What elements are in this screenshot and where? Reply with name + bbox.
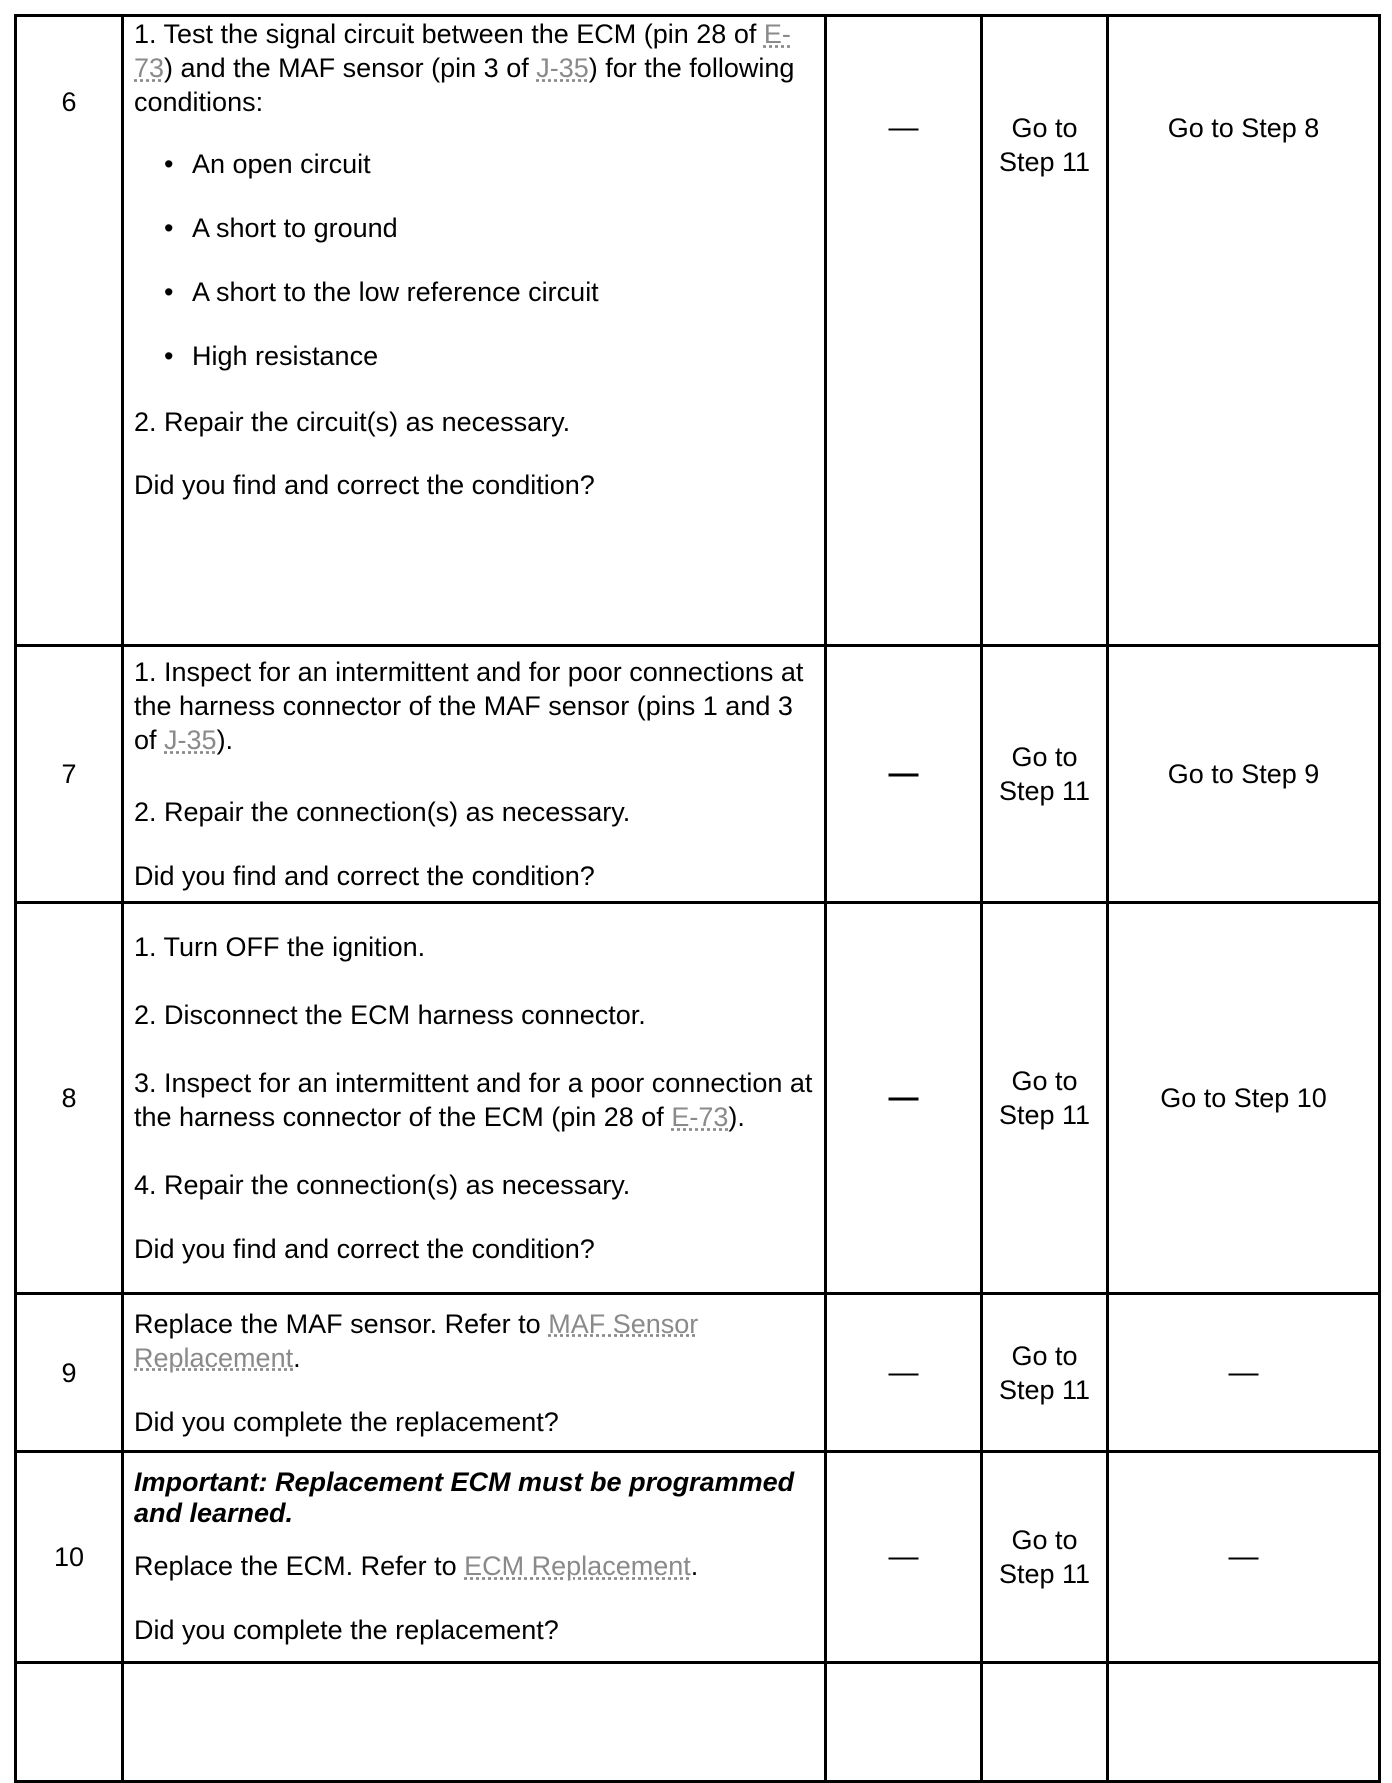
step-number: 10 xyxy=(16,1452,123,1663)
condition-list xyxy=(134,147,816,373)
table-row-empty xyxy=(16,1663,1380,1782)
yes-action: Go to Step 11 xyxy=(982,16,1108,646)
question: Did you find and correct the condition? xyxy=(134,861,595,891)
step-number: 9 xyxy=(16,1294,123,1452)
step-action xyxy=(123,903,826,1294)
yes-action: Go to Step 11 xyxy=(982,903,1108,1294)
value-cell: — xyxy=(826,16,982,646)
list-item: • A short to the low reference circuit xyxy=(164,275,816,309)
table-row-step-10 xyxy=(16,1452,1380,1663)
step-action xyxy=(123,646,826,903)
no-action: Go to Step 8 xyxy=(1108,16,1380,646)
empty-cell xyxy=(982,1663,1108,1782)
table-row-step-6 xyxy=(16,16,1380,646)
list-item: • A short to ground xyxy=(164,211,816,245)
table-row-step-9 xyxy=(16,1294,1380,1452)
step-number: 8 xyxy=(16,903,123,1294)
important-note: Important: Replacement ECM must be programmed and learned. xyxy=(134,1467,795,1528)
procedure-link-ecm-replacement[interactable]: ECM Replacement xyxy=(464,1551,691,1581)
action-line: Replace the ECM. Refer to ECM Replacement. xyxy=(134,1551,699,1581)
procedure-link-maf-sensor-replacement[interactable]: MAF Sensor Replacement xyxy=(134,1308,699,1373)
connector-link-e73[interactable]: E-73 xyxy=(671,1102,729,1132)
yes-action: Go to Step 11 xyxy=(982,1452,1108,1663)
list-item: • High resistance xyxy=(164,339,816,373)
yes-action: Go to Step 11 xyxy=(982,1294,1108,1452)
yes-action: Go to Step 11 xyxy=(982,646,1108,903)
connector-link-e73[interactable]: E-73 xyxy=(134,19,791,83)
empty-cell xyxy=(1108,1663,1380,1782)
table-row-step-8 xyxy=(16,903,1380,1294)
question: Did you find and correct the condition? xyxy=(134,470,595,500)
connector-link-j35[interactable]: J-35 xyxy=(164,725,217,755)
list-item: • An open circuit xyxy=(164,147,816,181)
action-line: 1. Inspect for an intermittent and for poor connections at the harness connector of the MAF sensor (pins 1 and 3 of J-35). xyxy=(134,657,804,755)
action-line: 2. Repair the circuit(s) as necessary. xyxy=(134,407,571,437)
empty-cell xyxy=(123,1663,826,1782)
table-row-step-7 xyxy=(16,646,1380,903)
no-action: Go to Step 9 xyxy=(1108,646,1380,903)
diagnostic-table xyxy=(14,14,1381,1783)
action-line: 4. Repair the connection(s) as necessary. xyxy=(134,1170,631,1200)
empty-cell xyxy=(826,1663,982,1782)
connector-link-j35[interactable]: J-35 xyxy=(536,53,589,83)
question: Did you find and correct the condition? xyxy=(134,1234,595,1264)
action-line: Replace the MAF sensor. Refer to MAF Sensor Replacement. xyxy=(134,1308,699,1373)
step-action xyxy=(123,1294,826,1452)
action-line: 1. Turn OFF the ignition. xyxy=(134,932,426,962)
no-action: — xyxy=(1108,1294,1380,1452)
value-cell: — xyxy=(826,1452,982,1663)
step-number: 6 xyxy=(16,16,123,646)
step-number: 7 xyxy=(16,646,123,903)
no-action: Go to Step 10 xyxy=(1108,903,1380,1294)
no-action: — xyxy=(1108,1452,1380,1663)
action-line: 3. Inspect for an intermittent and for a poor connection at the harness connector of the ECM (pin 28 of E-73). xyxy=(134,1068,813,1132)
empty-cell xyxy=(16,1663,123,1782)
action-line: 1. Test the signal circuit between the ECM (pin 28 of E-73) and the MAF sensor (pin 3 of J-35) for the following conditions: xyxy=(134,19,795,117)
value-cell: — xyxy=(826,646,982,903)
question: Did you complete the replacement? xyxy=(134,1406,559,1437)
step-action xyxy=(123,16,826,646)
question: Did you complete the replacement? xyxy=(134,1615,559,1645)
action-line: 2. Repair the connection(s) as necessary. xyxy=(134,797,631,827)
step-action xyxy=(123,1452,826,1663)
value-cell: — xyxy=(826,1294,982,1452)
value-cell: — xyxy=(826,903,982,1294)
action-line: 2. Disconnect the ECM harness connector. xyxy=(134,1000,646,1030)
